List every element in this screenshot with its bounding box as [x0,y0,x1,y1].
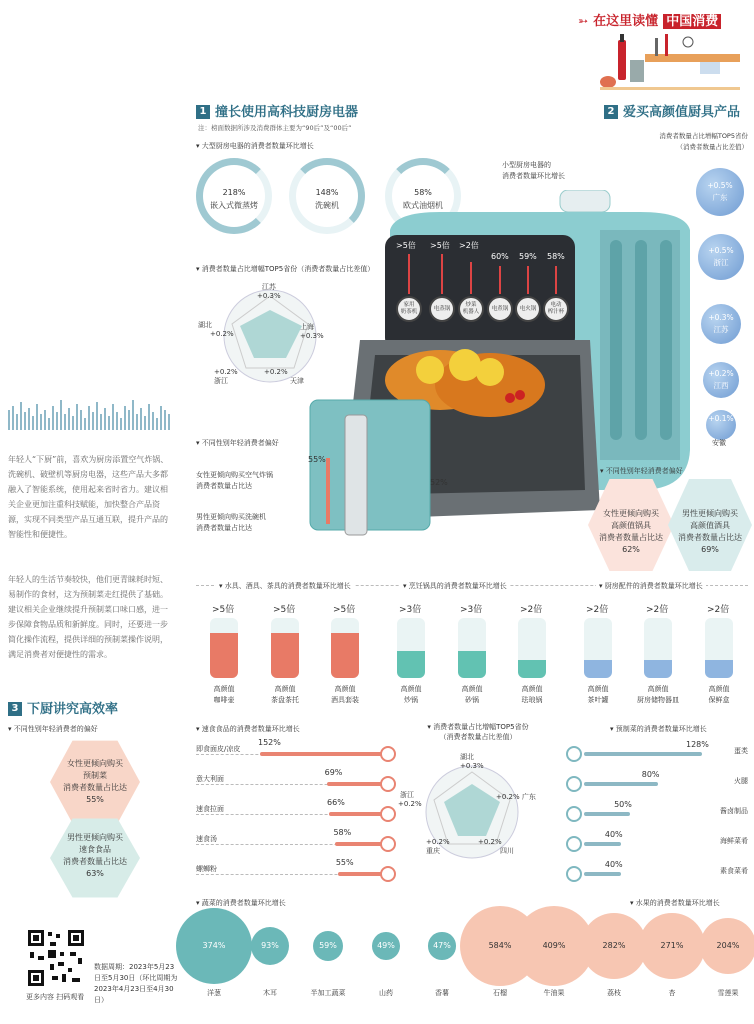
radar1-label [257,282,281,300]
veg-title-text: 蔬菜的消费者数量环比增长 [201,899,286,907]
fast-bar [329,812,382,816]
tube-value: >2倍 [707,605,730,615]
province-bubble [706,410,736,440]
radar1-label [300,322,324,340]
male2-text: 男性更倾向购买 高颜值酒具 消费者数量占比达 [678,509,742,542]
radar-value: +0.2% [426,838,450,846]
radar-name: 天津 [290,377,304,385]
province-name: 浙江 [713,258,729,267]
prep-name: 海鲜菜肴 [720,837,748,845]
section1-number: 1 [196,105,210,119]
radar-name: 江苏 [261,283,276,291]
veg-bubble: 49% [372,932,400,960]
dial-needle [408,254,410,294]
veg-name: 洋葱 [207,989,221,997]
tube-value: >5倍 [212,605,235,615]
fruit-name: 牛油果 [543,989,565,997]
prep-value: 40% [604,860,623,869]
left-paragraph-1: 年轻人“下厨”前，喜欢为厨房添置空气炸锅、洗碗机、破壁机等厨房电器，这些产品大多都融入了智能系统，使用起来省时省力。建议相关企业更加注重科技赋能，加快整合产品资源，实现不同类型产品互通互联，提升产品的智能性和便捷性。 [8,455,169,539]
radar-name: 湖北 [460,753,474,761]
province-name: 广东 [712,193,728,202]
dial-value: 60% [491,252,509,261]
radar-name: 浙江 [214,377,228,385]
male2-value: 69% [701,545,719,554]
fruit-bubble: 409% [514,906,594,986]
qr-caption: 更多内容 扫码观看 [26,993,85,1001]
tube-value: >3倍 [460,605,483,615]
fruit-bubble: 204% [700,918,754,975]
dial-value: >5倍 [430,241,450,250]
province-name: 江苏 [713,325,729,334]
radar-value: +0.2% [264,368,288,376]
brand-prefix: 在这里读懂 [593,14,659,29]
province-value: +0.1% [708,414,734,423]
gender2-title-text: 不同性别年轻消费者偏好 [605,467,683,475]
male3-label [52,832,138,880]
province-bubble [698,234,744,280]
fast-value: 55% [335,858,354,867]
radar1-label [198,320,234,338]
province-name: 安徽 [712,439,726,447]
province-name: 江西 [713,381,729,390]
radar3-label [460,752,484,770]
prep-dish-icon [566,836,582,852]
prep-value: 128% [686,740,709,749]
female1-text: 女性更倾向购买空气炸锅 消费者数量占比达 [196,471,273,490]
group-title: ▾ 水具、酒具、茶具的消费者数量环比增长 [216,581,354,591]
radar-name: 浙江 [400,791,414,799]
ring-name: 欧式油烟机 [403,201,443,210]
group-title: ▾ 厨房配件的消费者数量环比增长 [596,581,706,591]
prep-value: 40% [604,830,623,839]
ring-name: 嵌入式微蒸烤 [210,201,258,210]
veg-bubble: 374% [176,908,253,985]
tube-fill [458,651,486,678]
veg-bubble: 47% [428,932,455,959]
male3-value: 63% [86,869,104,878]
dial-needle [441,254,443,294]
dial-needle [527,266,529,294]
tube-name: 高颜值 茶盘茶托 [271,685,299,704]
qr-code [26,928,86,988]
female2-value: 62% [622,545,640,554]
brand-arrow-icon: ➳ [578,14,589,28]
tube-name: 高颜值 茶叶罐 [587,685,609,704]
veg-name: 半加工蔬菜 [310,989,346,997]
fast-value: 152% [258,738,281,747]
tube-name: 高颜值 珐琅锅 [521,685,543,704]
radar-name: 重庆 [426,847,440,855]
province-value: +0.5% [708,246,734,255]
radar3-label [400,790,422,808]
tube-fill [644,660,672,678]
radar-name: 上海 [300,323,314,331]
veg-name: 香薯 [435,989,449,997]
male3-text: 男性更倾向购买 速食食品 消费者数量占比达 [63,833,127,866]
tube [271,618,299,678]
gender3-title: ▾ 不同性别年轻消费者的偏好 [8,725,98,733]
group-title-text: 水具、酒具、茶具的消费者数量环比增长 [224,582,351,590]
tube [210,618,238,678]
prep-dish-icon [566,866,582,882]
fast-value: 69% [324,768,343,777]
prep-bar [584,752,702,756]
prep-dish-icon [566,806,582,822]
prep-bar [584,782,658,786]
male1-value: 52% [430,478,448,487]
tube-fill [397,651,425,678]
section1-title [196,101,358,120]
gender1-title: ▾ 不同性别年轻消费者偏好 [196,439,279,447]
male1-text: 男性更倾向购买洗碗机 消费者数量占比达 [196,513,266,532]
dial-needle [470,262,472,294]
female3-text: 女性更倾向购买 预制菜 消费者数量占比达 [63,759,127,792]
fruit-bubble: 584% [460,906,540,986]
prep-bar [584,812,630,816]
tube [397,618,425,678]
female3-label [52,758,138,806]
small-appliance-title: 小型厨房电器的 消费者数量环比增长 [502,161,565,180]
fast-bar [335,842,382,846]
sec2-top5-title: 消费者数量占比增幅TOP5省份 （消费者数量占比差值） [659,132,748,151]
ring-pct: 148% [315,188,339,197]
fast-bowl-icon [380,746,396,762]
fast-title-text: 速食食品的消费者数量环比增长 [201,725,300,733]
province-value: +0.5% [707,181,733,190]
section2-number: 2 [604,105,618,119]
brand-highlight: 中国消费 [663,14,721,29]
fruit-title-text: 水果的消费者数量环比增长 [635,899,720,907]
female2-text: 女性更倾向购买 高颜值锅具 消费者数量占比达 [599,509,663,542]
fast-value: 66% [327,798,345,807]
fruit-name: 石榴 [493,989,507,997]
section1-title-text: 撞长使用高科技厨房电器 [215,105,359,120]
group-title-text: 烹饪锅具的消费者数量环比增长 [408,582,507,590]
radar-value: +0.2% [496,793,520,801]
radar1-label [264,368,304,386]
veg-title: ▾ 蔬菜的消费者数量环比增长 [196,899,286,907]
prep-name: 酱卤制品 [720,807,748,815]
waveform-icon [8,396,178,432]
radar-value: +0.3% [300,332,324,340]
fruit-name: 雪莲果 [717,989,739,997]
tube-fill [705,660,733,678]
province-bubble [696,168,744,216]
dial-value: 58% [547,252,565,261]
province-bubble [703,362,739,398]
kitchen-illustration [600,32,740,92]
veg-name: 山药 [379,989,393,997]
tube-name: 高颜值 厨房储物器皿 [637,685,679,704]
female1-value: 55% [308,455,326,464]
province-value: +0.3% [708,313,734,322]
tube-fill [271,633,299,678]
kitchen-tools-icon [600,32,740,92]
fruit-title: ▾ 水果的消费者数量环比增长 [630,899,720,907]
dial-needle [499,266,501,294]
prep-title-text: 预制菜的消费者数量环比增长 [615,725,707,733]
dial-name: 电动 榨汁杯 [547,302,565,315]
radar3-title-text: 消费者数量占比增幅TOP5省份 （消费者数量占比差值） [433,723,529,741]
tube [331,618,359,678]
dial-name: 电火锅 [519,306,537,312]
radar-value: +0.2% [478,838,502,846]
prep-name: 火腿 [734,777,748,785]
data-period: 数据周期：2023年5月23日至5月30日（环比周期为2023年4月23日至4月30日） [94,963,178,1004]
tube-value: >2倍 [586,605,609,615]
gender3-title-text: 不同性别年轻消费者的偏好 [13,725,98,733]
tube [644,618,672,678]
prep-dish-icon [566,776,582,792]
section3-number: 3 [8,702,22,716]
ring-label [196,186,272,212]
radar3-label [496,792,536,802]
radar-value: +0.3% [460,762,484,770]
tube-value: >5倍 [273,605,296,615]
dial-name: 炒菜 机器人 [462,302,480,315]
veg-bubble: 93% [251,927,289,965]
fast-title: ▾ 速食食品的消费者数量环比增长 [196,725,300,733]
tube [518,618,546,678]
radar3-label [478,838,514,856]
gender1-title-text: 不同性别年轻消费者偏好 [201,439,279,447]
left-paragraph-2: 年轻人的生活节奏较快，他们更青睐耗时短、易制作的食材，这为预制菜走红提供了基础。建议相关企业继续提升预制菜口味口感，进一步保障食物品质和新鲜度。同时，还要进一步简化操作流程，提供详细的预制菜操作说明，满足消费者对便捷性的需求。 [8,575,168,659]
tube [705,618,733,678]
ring-pct: 58% [414,188,432,197]
section3-title-text: 下厨讲究高效率 [27,702,119,717]
fast-bowl-icon [380,866,396,882]
tube [458,618,486,678]
rings-title-text: 大型厨房电器的消费者数量环比增长 [201,142,314,150]
ring-name: 洗碗机 [315,201,339,210]
tube-value: >2倍 [646,605,669,615]
dial-value: 59% [519,252,537,261]
veg-name: 木耳 [263,989,277,997]
tube-name: 高颜值 砂锅 [461,685,483,704]
fast-bowl-icon [380,806,396,822]
tube [584,618,612,678]
section2-title [604,101,740,120]
rings-title: ▾ 大型厨房电器的消费者数量环比增长 [196,142,314,150]
fast-bowl-icon [380,776,396,792]
fast-value: 58% [333,828,352,837]
female2-label [590,508,672,556]
fast-name: 螺蛳粉 [196,865,217,873]
section2-title-text: 爱买高颜值厨具产品 [623,105,741,120]
fruit-bubble: 271% [639,913,704,978]
fruit-name: 荔枝 [607,989,621,997]
fast-name: 意大利面 [196,775,224,783]
veg-bubble: 59% [313,931,344,962]
section1-note: 注：榜面数据所涉及消费群体主要为“90后”及“00后” [198,124,352,132]
tube-fill [518,660,546,678]
header-logo [578,10,721,29]
ring-pct: 218% [222,188,246,197]
radar-value: +0.2% [210,330,234,338]
prep-value: 50% [614,800,632,809]
province-value: +0.2% [708,369,734,378]
tube-name: 高颜值 咖啡壶 [213,685,235,704]
prep-bar [584,872,621,876]
tube-value: >5倍 [333,605,356,615]
group-title-text: 厨房配件的消费者数量环比增长 [604,582,703,590]
tube-value: >2倍 [520,605,543,615]
dial-name: 家用 奶茶机 [400,302,418,315]
radar1-label [214,368,238,386]
fast-bar [338,872,382,876]
female3-value: 55% [86,795,104,804]
radar1-title: ▾ 消费者数量占比增幅TOP5省份（消费者数量占比差值） [196,265,375,273]
radar-name: 四川 [500,847,514,855]
dial-name: 电蒸锅 [433,306,451,312]
radar3-label [426,838,450,856]
prep-name: 蛋类 [734,747,748,755]
radar3-title: ▾ 消费者数量占比增幅TOP5省份 （消费者数量占比差值） [427,723,529,741]
fast-bowl-icon [380,836,396,852]
prep-name: 素食菜肴 [720,867,748,875]
fast-bar [260,752,382,756]
fruit-name: 杏 [668,989,676,997]
prep-value: 80% [641,770,660,779]
dial-needle [555,266,557,294]
dial-value: >5倍 [396,241,416,250]
tube-name: 高颜值 酒具套装 [331,685,359,704]
radar-name: 广东 [521,793,536,801]
fast-name: 速食汤 [196,835,217,843]
gender2-title: ▾ 不同性别年轻消费者偏好 [600,467,683,475]
fast-name: 速食拉面 [196,805,224,813]
prep-bar [584,842,621,846]
dial-name: 电煮锅 [491,306,509,312]
tube-name: 高颜值 保鲜盒 [708,685,730,704]
radar-name: 湖北 [198,321,212,329]
section3-title [8,698,118,717]
province-bubble [701,304,741,344]
tube-value: >3倍 [399,605,422,615]
male2-label [670,508,750,556]
dial-value: >2倍 [459,241,479,250]
prep-dish-icon [566,746,582,762]
prep-title: ▾ 预制菜的消费者数量环比增长 [610,725,707,733]
fast-name: 即食面皮/凉皮 [196,745,241,753]
tube-fill [210,633,238,678]
tube-fill [584,660,612,678]
radar-value: +0.2% [398,800,422,808]
tube-name: 高颜值 炒锅 [400,685,422,704]
fast-bar [327,782,382,786]
radar-value: +0.2% [214,368,238,376]
radar-value: +0.3% [257,292,281,300]
female1-bar [326,458,330,524]
group-title: ▾ 烹饪锅具的消费者数量环比增长 [400,581,510,591]
tube-fill [331,633,359,678]
radar1-title-text: 消费者数量占比增幅TOP5省份（消费者数量占比差值） [201,265,375,273]
fruit-bubble: 282% [581,913,648,980]
